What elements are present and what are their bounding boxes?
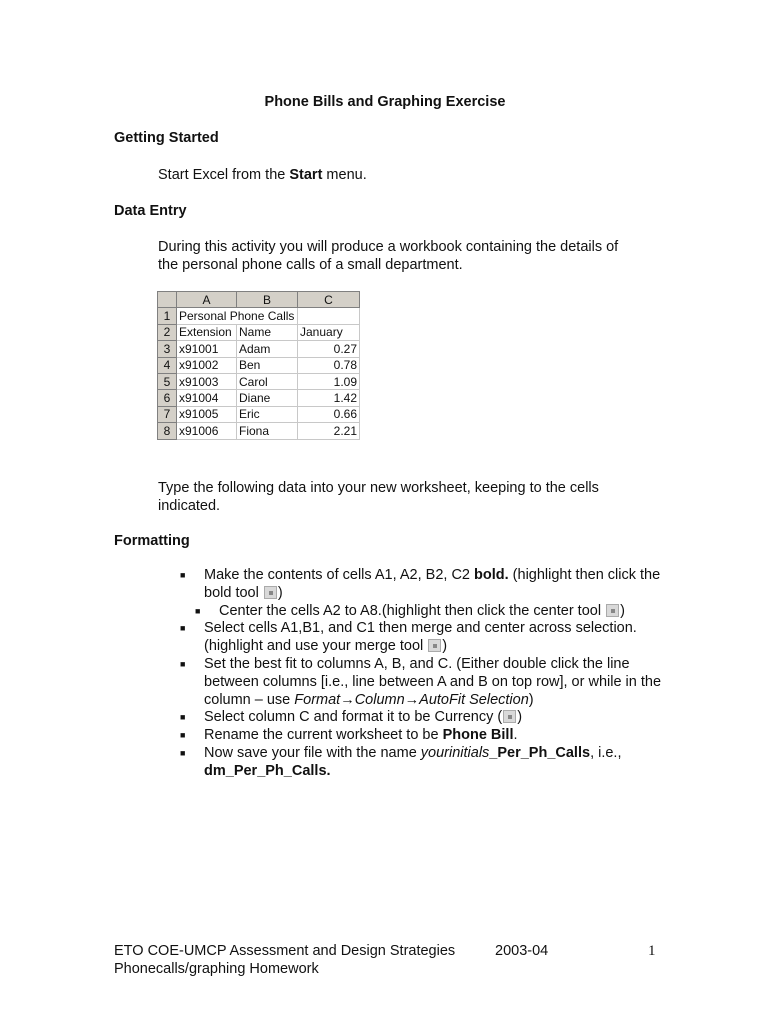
page-number: 1 — [648, 943, 656, 959]
cell-january: 0.66 — [298, 406, 360, 422]
col-header-c: C — [298, 292, 360, 308]
currency-tool-icon — [503, 710, 516, 723]
col-header-b: B — [237, 292, 298, 308]
row-header: 5 — [158, 373, 177, 389]
data-entry-intro-line1: During this activity you will produce a workbook containing the details of — [158, 239, 619, 255]
cell-name: Eric — [237, 406, 298, 422]
row-header: 4 — [158, 357, 177, 373]
col-header-a: A — [177, 292, 237, 308]
footer-year: 2003-04 — [495, 943, 549, 959]
list-item: ■ Select column C and format it to be Currency ( ) — [180, 709, 523, 726]
list-item: ■ Rename the current worksheet to be Phone Bill. — [180, 727, 518, 744]
list-item: ■ Set the best fit to columns A, B, and C. (Either double click the line between columns [i.e., line between A and B on top row], or while in the column – use Format→Column→AutoFit Selection) — [180, 655, 662, 708]
list-item: ■ Make the contents of cells A1, A2, B2, C2 bold. (highlight then click the bold tool ) — [180, 567, 661, 601]
center-tool-icon — [606, 604, 619, 617]
cell-extension: x91003 — [177, 373, 237, 389]
heading-formatting: Formatting — [114, 533, 190, 549]
list-item: ■ Now save your file with the name yourinitials_Per_Ph_Calls, i.e., dm_Per_Ph_Calls. — [180, 744, 622, 779]
cell-name: Carol — [237, 373, 298, 389]
cell-january: 1.09 — [298, 373, 360, 389]
row-header: 2 — [158, 324, 177, 340]
heading-getting-started: Getting Started — [114, 130, 219, 146]
row-header: 7 — [158, 406, 177, 422]
cell-c2: January — [298, 324, 360, 340]
row-header: 3 — [158, 341, 177, 357]
list-item: ■ Select cells A1,B1, and C1 then merge and center across selection. (highlight and use your merge tool ) — [180, 620, 637, 655]
bullet-icon: ■ — [180, 747, 186, 758]
cell-a1: Personal Phone Calls — [177, 308, 298, 324]
cell-extension: x91001 — [177, 341, 237, 357]
bullet-icon: ■ — [195, 605, 201, 616]
cell-extension: x91002 — [177, 357, 237, 373]
row-header: 1 — [158, 308, 177, 324]
footer-organization: ETO COE-UMCP Assessment and Design Strategies — [114, 943, 456, 959]
row-header: 6 — [158, 390, 177, 406]
cell-name: Diane — [237, 390, 298, 406]
cell-name: Fiona — [237, 423, 298, 439]
cell-a2: Extension — [177, 324, 237, 340]
bullet-icon: ■ — [180, 570, 186, 580]
getting-started-text: Start Excel from the Start menu. — [158, 167, 367, 183]
corner-cell — [158, 292, 177, 308]
cell-b2: Name — [237, 324, 298, 340]
cell-name: Adam — [237, 341, 298, 357]
cell-january: 1.42 — [298, 390, 360, 406]
data-entry-after-line1: Type the following data into your new worksheet, keeping to the cells — [158, 480, 599, 496]
bullet-icon: ■ — [180, 730, 186, 741]
bullet-icon: ■ — [180, 623, 186, 634]
cell-january: 0.27 — [298, 341, 360, 357]
data-entry-intro-line2: the personal phone calls of a small department. — [158, 257, 463, 273]
row-header: 8 — [158, 423, 177, 439]
page-title: Phone Bills and Graphing Exercise — [264, 94, 506, 110]
formatting-list — [180, 567, 680, 781]
cell-extension: x91005 — [177, 406, 237, 422]
cell-january: 2.21 — [298, 423, 360, 439]
heading-data-entry: Data Entry — [114, 203, 187, 219]
list-item: ■ Center the cells A2 to A8.(highlight then click the center tool ) — [195, 602, 625, 619]
bullet-icon: ■ — [180, 658, 186, 669]
cell-extension: x91006 — [177, 423, 237, 439]
footer-document-name: Phonecalls/graphing Homework — [114, 961, 319, 977]
cell-name: Ben — [237, 357, 298, 373]
spreadsheet-image — [157, 291, 360, 440]
cell-extension: x91004 — [177, 390, 237, 406]
bullet-icon: ■ — [180, 712, 186, 723]
cell-c1 — [298, 308, 360, 324]
bold-tool-icon — [264, 586, 277, 599]
merge-tool-icon — [428, 639, 441, 652]
data-entry-after-line2: indicated. — [158, 498, 221, 514]
cell-january: 0.78 — [298, 357, 360, 373]
